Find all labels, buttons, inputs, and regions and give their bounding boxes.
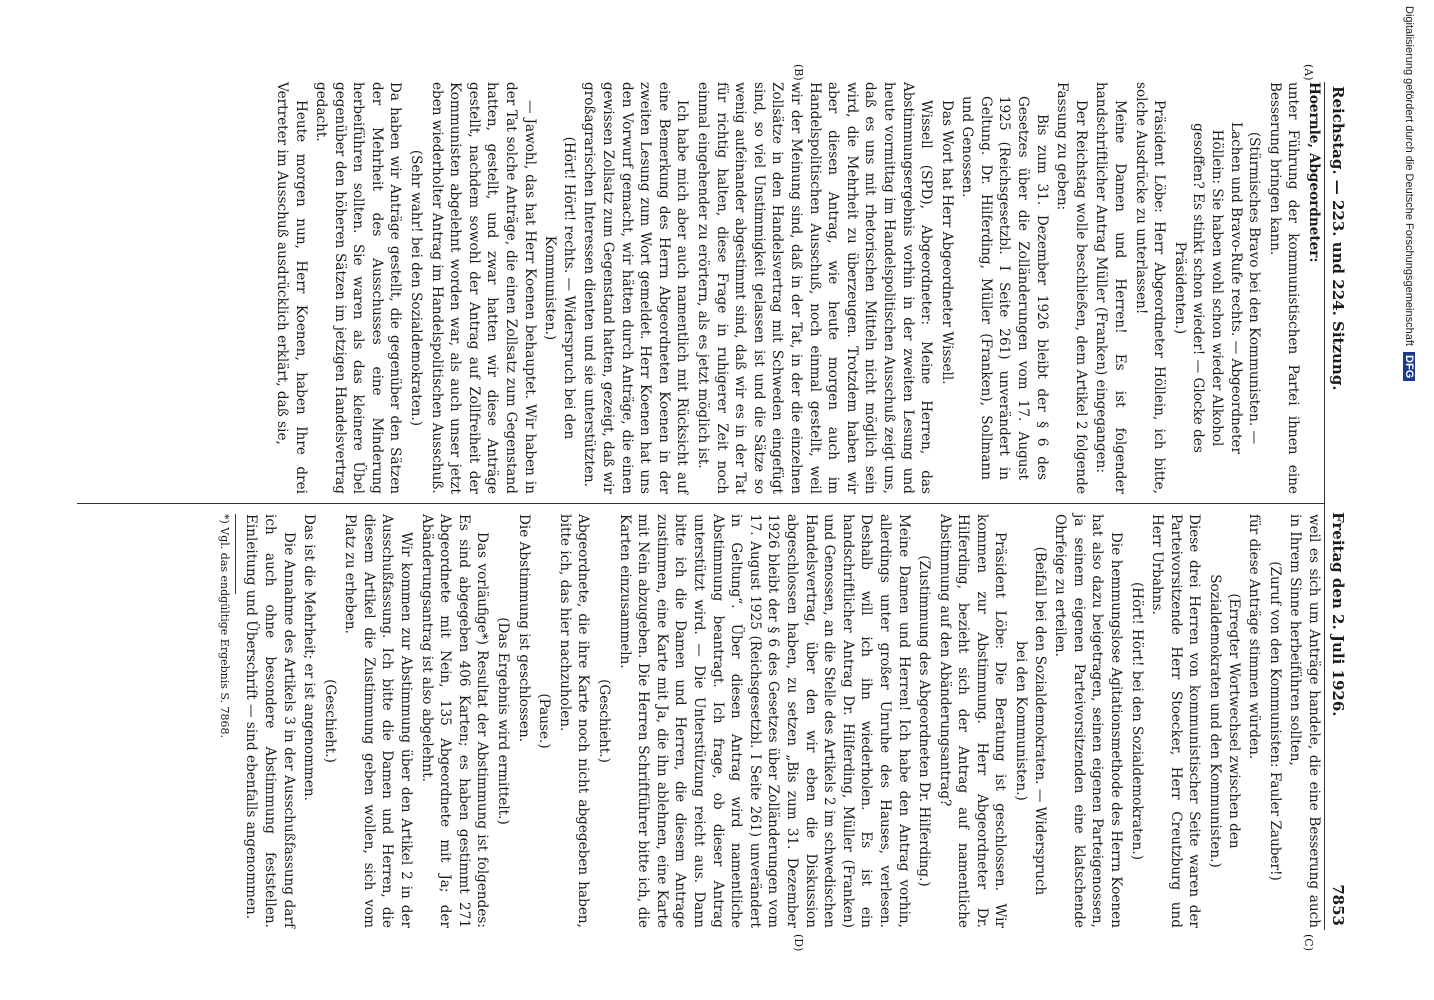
running-header (1325, 82, 1347, 930)
paragraph: unter Führung der kommunistischen Partei ihnen eine Besserung bringen kann. (1266, 82, 1302, 494)
interjection: (Hört! Hört! rechts. — Widerspruch bei den Kommunisten.) (542, 136, 577, 440)
margin-marker-c: (C) (1302, 934, 1315, 951)
rotated-page (77, 64, 1347, 952)
header-rule (1324, 82, 1325, 930)
left-column (77, 82, 1323, 494)
paragraph: Das ist die Mehrheit; er ist angenommen. (301, 514, 318, 801)
paragraph: Präsident Löbe: Die Beratung ist geschlossen. Wir kommen zur Abstimmung. Herr Abgeordneter Dr. Hilferding, bezieht sich der Antrag auf namentliche Abstimmung auf den Abänderungsantrag? (936, 514, 1009, 928)
paragraph: Die Abstimmung ist geschlossen. (515, 514, 532, 743)
paragraph: Das vorläufige*) Resultat der Abstimmung ist folgendes: Es sind abgegeben 406 Karten; es haben gestimmt 271 Abgeordnete mit Nein, 135 Abgeordnete mit Ja; der Abänderungsantrag ist also abgelehnt. (418, 514, 491, 928)
paragraph: Ich habe mich aber auch namentlich mit Rücksicht auf eine Bemerkung des Herrn Abgeordneten Koenen in der zweiten Lesung zum Wort gemeldet. Herr Koenen hat uns den Vorwurf gemacht, wir hätten durch Anträge, die einen gewissen Zollsatz zum Gegenstand hatten, gezeigt, daß wir großagrarischen Interessen dienten und sie unterstützten. (581, 82, 691, 494)
interjection: (Das Ergebnis wird ermittelt.) (495, 617, 512, 825)
paragraph: Meine Damen und Herren! Es ist folgender handschriftlicher Antrag Müller (Franken) eingegangen: (1093, 82, 1129, 494)
interjection: (Erregter Wortwechsel zwischen den Sozialdemokraten und den Kommunisten.) (1207, 574, 1242, 868)
paragraph: Abgeordnete, die ihre Karte noch nicht abgegeben haben, bitte ich, das hier nachzuholen. (556, 514, 592, 928)
footnote-rule (233, 514, 236, 594)
paragraph: Die hemmungslose Agitationsmethode des Herrn Koenen hat also dazu beigetragen, seinen eigenen Parteigenossen, ja seinem eigenen Parteivorsitzenden eine klatschende Ohrfeige zu erteilen. (1052, 514, 1125, 928)
margin-marker-a: (A) (1302, 64, 1315, 81)
paragraph: Die Annahme des Artikels 3 in der Ausschußfassung darf ich auch ohne besondere Abstimmung feststellen. Einleitung und Überschrift — sind ebenfalls angenommen. (243, 514, 297, 928)
interjection: (Beifall bei den Sozialdemokraten. — Widerspruch bei den Kommunisten.) (1013, 546, 1048, 896)
interjection: (Sehr wahr! bei den Sozialdemokraten.) (408, 149, 425, 427)
right-column-body (242, 514, 1323, 928)
paragraph: Heute morgen nun, Herr Koenen, haben Ihre drei Vertreter im Ausschuß ausdrücklich erklärt, daß sie, (273, 82, 309, 494)
dfg-logo: DFG (1403, 352, 1415, 381)
interjection: (Hört! Hört! bei den Sozialdemokraten.) (1128, 581, 1145, 861)
header-left: Reichstag. — 223. und 224. Sitzung. (1329, 86, 1347, 391)
credit-text: Digitalisierung gefördert durch die Deutsche Forschungsgemeinschaft (1403, 6, 1415, 346)
paragraph: Diese drei Herren von kommunistischer Seite waren der Parteivorsitzende Herr Stoecker, Herr Creutzburg und Herr Urbahns. (1149, 514, 1203, 928)
paragraph: Da haben wir Anträge gestellt, die gegenüber den Sätzen der Mehrheit des Ausschusses eine Minderung herbeiführen sollten. Sie waren als das kleinere Übel gegenüber den höheren Sätzen im jetzigen Handelsvertrag gedacht. (313, 82, 404, 494)
paragraph: — Jawohl, das hat Herr Koenen behauptet. Wir haben in der Tat solche Anträge, die einen Zollsatz zum Gegenstand hatten, gestellt, und zwar hatten wir diese Anträge gestellt, nachdem sowohl der Antrag auf Zollfreiheit der Kommunisten abgelehnt worden war, als auch unser jetzt eben wiederholter Antrag im Handelspolitischen Ausschuß. (428, 82, 538, 494)
paragraph: Meine Damen und Herren! Ich habe den Antrag vorhin, allerdings unter großer Unruhe des Hauses, verlesen. Deshalb will ich ihn wiederholen. Es ist ein handschriftlicher Antrag Dr. Hilferding, Müller (Franken) und Genossen, an die Stelle des Artikels 2 im schwedischen Handelsvertrag, über den wir eben die Diskussion abgeschlossen haben, zu setzen „Bis zum 31. Dezember 1926 bleibt der § 6 des Gesetzes über Zolländerungen vom 17. August 1925 (Reichsgesetzbl. I Seite 261) unverändert in Geltung“. Über diesen Antrag wird namentliche Abstimmung beantragt. Ich frage, ob dieser Antrag unterstützt wird. — Die Unterstützung reicht aus. Dann bitte ich die Damen und Herren, die diesem Antrage zustimmen, eine Karte mit Ja, die ihn ablehnen, eine Karte mit Nein abzugeben. Die Herren Schriftführer bitte ich, die Karten einzusammeln. (616, 514, 912, 928)
motion-text: Bis zum 31. Dezember 1926 bleibt der § 6 des Gesetzes über die Zolländerungen vom 17. August 1925 (Reichsgesetzbl. I Seite 261) unverändert in Geltung. Dr. Hilferding, Müller (Franken), Sollmann und Genossen. (959, 96, 1050, 480)
paragraph: für diese Anträge stimmen würden. (1246, 514, 1263, 760)
digitization-credit (1395, 6, 1415, 986)
paragraph: Präsident Löbe: Herr Abgeordneter Höllein, ich bitte, solche Ausdrücke zu unterlassen! (1132, 82, 1168, 494)
interjection: (Zuruf von den Kommunisten: Fauler Zauber!) (1266, 561, 1283, 881)
interjection: (Pause.) (536, 693, 553, 749)
paragraph: Wir kommen zur Abstimmung über den Artikel 2 in der Ausschußfassung. Ich bitte die Damen und Herren, die diesem Artikel die Zustimmung geben wollen, sich vom Platz zu erheben. (342, 514, 415, 928)
paragraph: Der Reichstag wolle beschließen, dem Artikel 2 folgende Fassung zu geben: (1054, 82, 1089, 494)
interjection: (Zustimmung des Abgeordneten Dr. Hilferding.) (916, 555, 933, 887)
interjection: (Geschieht.) (596, 679, 613, 763)
header-date: Freitag den 2. Juli 1926. (1329, 512, 1347, 717)
page-number: 7853 (1329, 884, 1347, 926)
right-column (77, 514, 1323, 928)
speaker-line: Hoernle, Abgeordneter: (1306, 82, 1322, 263)
interjection: (Stürmisches Bravo bei den Kommunisten. — Lachen und Bravo-Rufe rechts. — Abgeordneter Höllein: Sie haben wohl schon wieder Alkohol gesoffen? Es stinkt schon wieder! — Glocke des Präsidenten.) (1171, 122, 1263, 454)
margin-marker-d: (D) (792, 934, 805, 952)
paragraph: weil es sich um Anträge handele, die eine Besserung auch in Ihrem Sinne herbeiführen sollten, (1287, 514, 1322, 928)
paragraph: Das Wort hat Herr Abgeordneter Wissell. (938, 100, 955, 385)
paragraph: Wissell (SPD), Abgeordneter: Meine Herren, das Abstimmungsergebnis vorhin in der zweiten Lesung und heute vormittag im Handelspolitischen Ausschuß zeigt uns, daß es uns mit rhetorischen Mitteln nicht möglich sein wird, die Mehrheit zu überzeugen. Trotzdem haben wir aber diesen Antrag, wie heute morgen auch im Handelspolitischen Ausschuß, noch einmal gestellt, weil wir der Meinung sind, daß in der Tat, in der die einzelnen Zollsätze in den Handelsvertrag mit Schweden eingefügt sind, so viel Unstimmigkeit gelassen ist und die Sätze so wenig aufeinander abgestimmt sind, daß wir es in der Tat für richtig halten, diese Frage in ruhigerer Zeit noch einmal eingehender zu erörtern, als es jetzt möglich ist. (695, 82, 935, 494)
column-divider (77, 503, 1325, 504)
footnote: *) Vgl. das endgültige Ergebnis S. 7868. (217, 514, 231, 739)
interjection: (Geschieht.) (321, 679, 338, 763)
margin-marker-b: (B) (792, 64, 805, 81)
